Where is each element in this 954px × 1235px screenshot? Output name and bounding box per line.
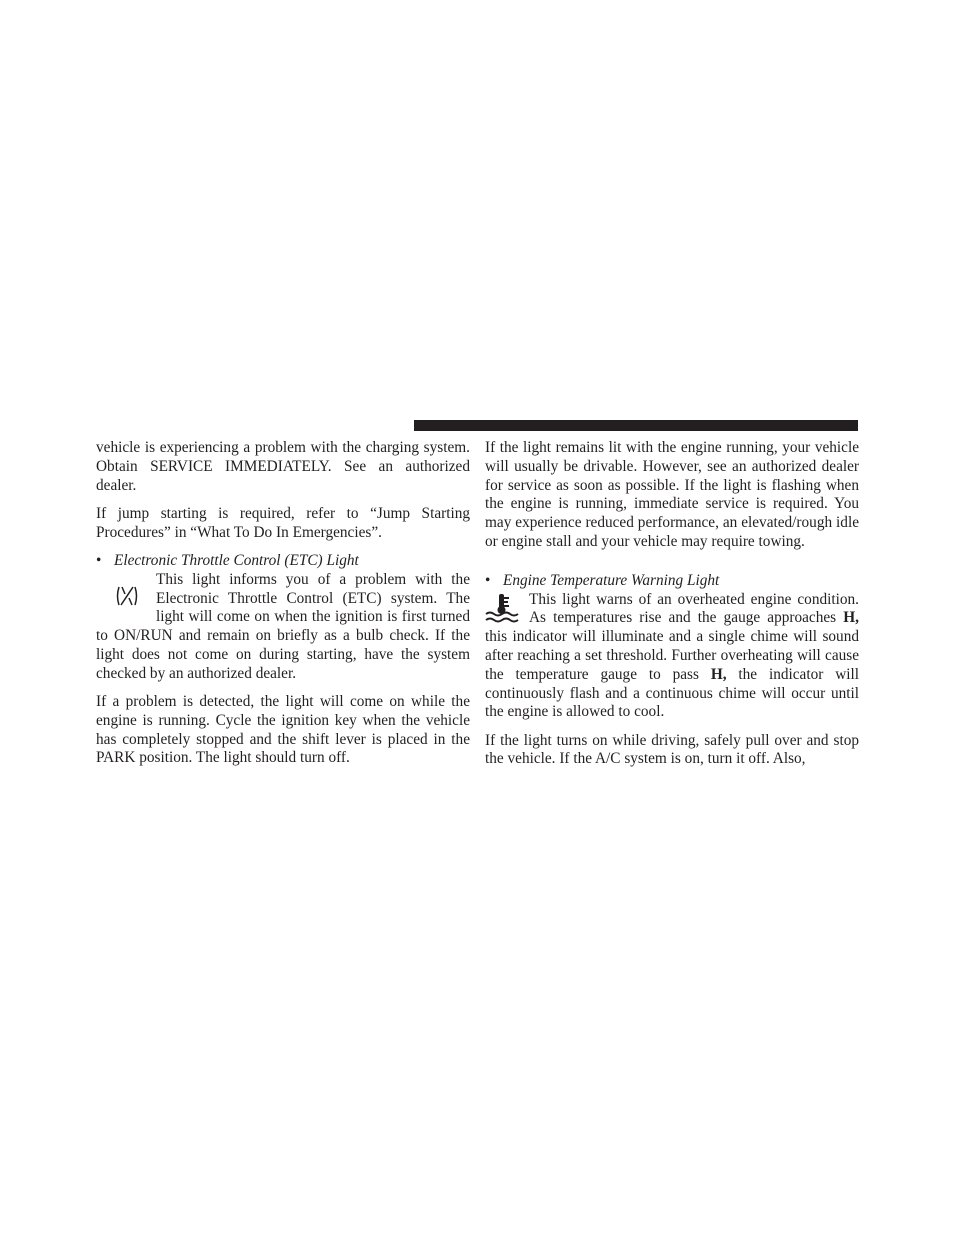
gauge-h-label: H,	[843, 609, 859, 627]
paragraph-engine-temperature	[485, 591, 859, 723]
header-rule	[414, 420, 858, 431]
paragraph: If a problem is detected, the light will come on while the engine is running. Cycle the ignition key when the vehicle has completely stopped and the shift lever is placed in the PARK position. The light should turn off.	[96, 693, 470, 767]
paragraph-text: this indicator will illuminate and a single chime will sound after reaching a set threshold. Further overheating will cause the temperature gauge to pass	[485, 628, 859, 683]
paragraph-etc	[96, 571, 470, 684]
bullet-heading-etc	[96, 552, 470, 571]
bullet-dot: •	[485, 571, 491, 589]
gauge-h-label: H,	[710, 665, 727, 683]
paragraph-text: This light warns of an overheated engine condition. As temperatures rise and the gauge approaches	[529, 590, 859, 627]
bullet-heading-engine-temperature	[485, 572, 859, 591]
paragraph: If jump starting is required, refer to “Jump Starting Procedures” in “What To Do In Emergencies”.	[96, 504, 470, 541]
bullet-title: Engine Temperature Warning Light	[503, 571, 720, 589]
paragraph: If the light remains lit with the engine running, your vehicle will usually be drivable. However, see an authorized dealer for service as soon as possible. If the light is flashing when the engine is running, immediate service is required. You may experience reduced performance, an elevated/rough idle or engine stall and your vehicle may require towing.	[485, 439, 859, 550]
paragraph-text: the indicator will continuously flash and a continuous chime will occur until the engine is allowed to cool.	[485, 665, 859, 721]
bullet-title: Electronic Throttle Control (ETC) Light	[114, 551, 359, 569]
engine-temperature-icon	[485, 591, 529, 627]
paragraph: vehicle is experiencing a problem with the charging system. Obtain SERVICE IMMEDIATELY. See an authorized dealer.	[96, 439, 470, 494]
paragraph: If the light turns on while driving, safely pull over and stop the vehicle. If the A/C system is on, turn it off. Also,	[485, 731, 859, 768]
right-column	[485, 439, 859, 779]
etc-light-icon	[96, 571, 156, 621]
left-column	[96, 439, 470, 778]
paragraph-text: This light informs you of a problem with the Electronic Throttle Control (ETC) system. The light will come on when the ignition is first turned to ON/RUN and remain on briefly as a bulb check. If the light does not come on during starting, have the system checked by an authorized dealer.	[96, 570, 470, 682]
bullet-dot: •	[96, 551, 102, 569]
